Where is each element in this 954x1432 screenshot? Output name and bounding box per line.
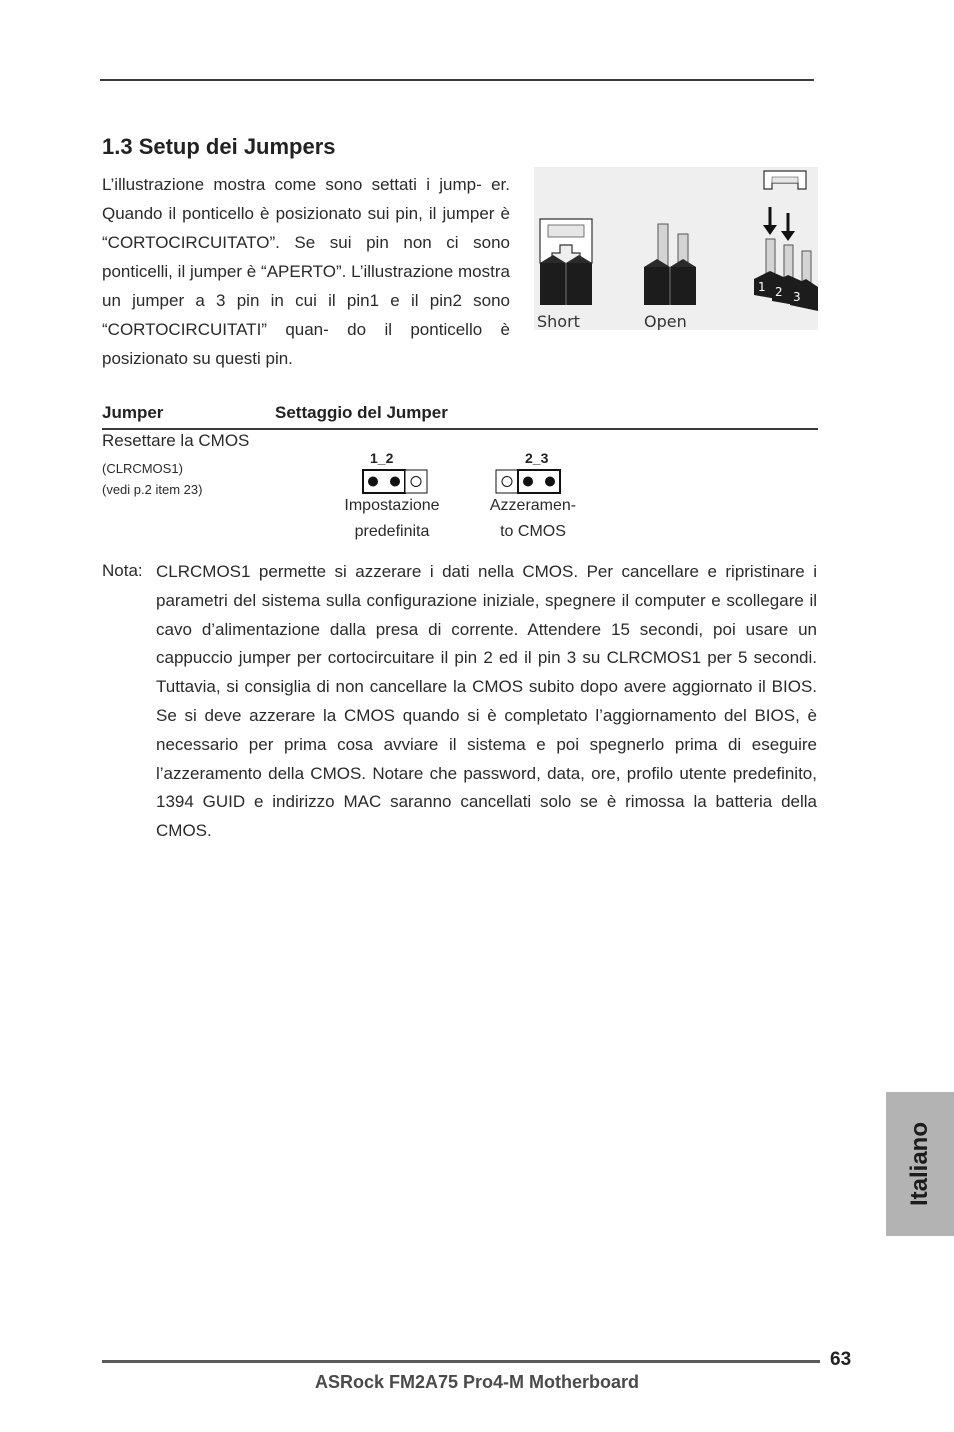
short-label: Short	[537, 312, 580, 330]
open-label: Open	[644, 312, 687, 330]
pin-filled-icon	[390, 477, 400, 487]
jumper-name: Resettare la CMOS	[102, 431, 250, 450]
intro-line: non ci sono ponticelli, il jumper è “APERTO”.	[102, 233, 510, 281]
intro-line: pin1 e il pin2 sono “CORTOCIRCUITATI” quan-	[102, 291, 511, 339]
caption-clear-line2: to CMOS	[500, 523, 566, 540]
language-side-tab	[886, 1092, 954, 1236]
table-rule	[102, 428, 818, 430]
note-text: CLRCMOS1 permette si azzerare i dati nella CMOS. Per cancellare e ripristinare i parametri del sistema sulla configurazione iniziale, spegnere il computer e scollegare il cavo d’alimentazione dalla presa di corrente. Attendere 15 secondi, poi usare un cappuccio jumper per cortocircuitare il pin 2 ed il pin 3 su CLRCMOS1 per 5 secondi. Tuttavia, si consiglia di non cancellare la CMOS subito dopo avere aggiornato il BIOS. Se si deve azzerare la CMOS quando si è completato l’aggiornamento del BIOS, è necessario per prima cosa avviare il sistema e poi spegnerlo prima di eseguire l’azzeramento della CMOS. Notare che password, data, ore, profilo utente predefinito, 1394 GUID e indirizzo MAC saranno cancellati solo se è rimossa la batteria della CMOS.	[156, 562, 817, 841]
caption-default	[332, 493, 452, 545]
table-header-jumper: Jumper	[102, 403, 164, 422]
pin-empty-icon	[411, 477, 421, 487]
pin-number-1: 1	[758, 280, 766, 294]
footer-text: ASRock FM2A75 Pro4-M Motherboard	[314, 1372, 640, 1392]
section-title: 1.3 Setup dei Jumpers	[102, 134, 336, 159]
jumper-id: (CLRCMOS1)	[102, 461, 183, 476]
caption-clear-line1: Azzeramen-	[489, 497, 577, 514]
pin-number-2: 2	[775, 285, 783, 299]
intro-line: L’illustrazione mostra come sono settati i jump-	[102, 175, 482, 194]
caption-default-line1: Impostazione	[344, 497, 440, 514]
intro-line: er. Quando il ponticello è posizionato sui pin,	[102, 175, 510, 223]
jumper-illustration-svg	[534, 167, 818, 330]
caption-clear	[473, 493, 593, 545]
note-label: Nota:	[102, 561, 143, 580]
pins-label-2-3: 2_3	[525, 450, 549, 466]
short-jumper-graphic	[540, 219, 592, 305]
pin-empty-icon	[502, 477, 512, 487]
table-header-setting: Settaggio del Jumper	[275, 403, 448, 422]
pin-filled-icon	[523, 477, 533, 487]
jumper-reference: (vedi p.2 item 23)	[102, 482, 203, 497]
pins-label-1-2: 1_2	[370, 450, 394, 466]
pin-filled-icon	[368, 477, 378, 487]
open-jumper-graphic	[644, 224, 696, 305]
caption-default-line2: predefinita	[354, 523, 430, 540]
page-number: 63	[830, 1349, 852, 1370]
intro-line: L’illustrazione mostra un jumper a 3 pin in cui il	[102, 262, 510, 310]
intro-paragraph	[102, 170, 510, 373]
pin-number-3: 3	[793, 290, 801, 304]
jumper-illustration	[534, 167, 818, 330]
language-tab-label: Italiano	[906, 1121, 933, 1207]
intro-line: il jumper è “CORTOCIRCUITATO”. Se sui pin	[102, 204, 510, 252]
intro-line: do il ponticello è posizionato su questi pin.	[102, 320, 510, 368]
top-rule	[100, 79, 814, 81]
footer-rule	[102, 1360, 820, 1363]
pin-filled-icon	[545, 477, 555, 487]
